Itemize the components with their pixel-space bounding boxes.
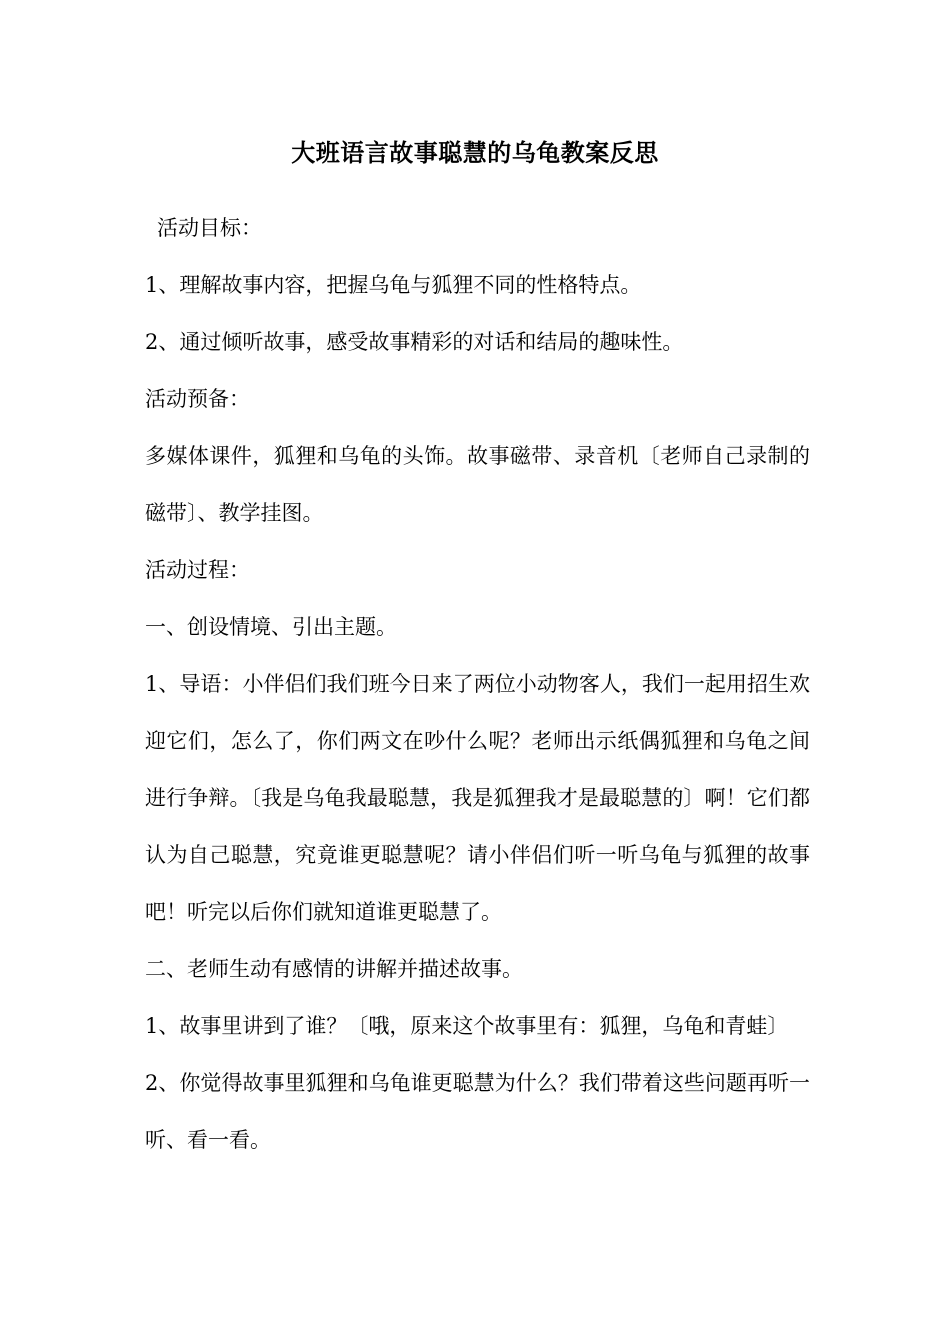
paragraph: 2、你觉得故事里狐狸和乌龟谁更聪慧为什么？我们带着这些问题再听一听、看一看。 bbox=[145, 1071, 810, 1152]
paragraph: 1、理解故事内容，把握乌龟与狐狸不同的性格特点。 bbox=[145, 273, 642, 297]
document-title: 大班语言故事聪慧的乌龟教案反思 bbox=[291, 139, 659, 167]
section-heading-process: 活动过程： bbox=[145, 558, 250, 582]
paragraph: 2、通过倾听故事，感受故事精彩的对话和结局的趣味性。 bbox=[145, 330, 684, 354]
paragraph: 一、创设情境、引出主题。 bbox=[145, 615, 397, 639]
paragraph: 二、老师生动有感情的讲解并描述故事。 bbox=[145, 957, 523, 981]
paragraph: 多媒体课件，狐狸和乌龟的头饰。故事磁带、录音机〔老师自己录制的磁带〕、教学挂图。 bbox=[145, 444, 810, 525]
paragraph: 1、故事里讲到了谁？〔哦，原来这个故事里有：狐狸，乌龟和青蛙〕 bbox=[145, 1014, 789, 1038]
document-body bbox=[145, 200, 810, 1169]
section-heading-goals: 活动目标： bbox=[157, 216, 262, 240]
section-heading-preparation: 活动预备： bbox=[145, 387, 250, 411]
paragraph: 1、导语：小伴侣们我们班今日来了两位小动物客人，我们一起用招生欢迎它们，怎么了，你们两文在吵什么呢？老师出示纸偶狐狸和乌龟之间进行争辩。〔我是乌龟我最聪慧，我是狐狸我才是最聪慧的〕啊！它们都认为自己聪慧，究竟谁更聪慧呢？请小伴侣们听一听乌龟与狐狸的故事吧！听完以后你们就知道谁更聪慧了。 bbox=[145, 672, 810, 924]
